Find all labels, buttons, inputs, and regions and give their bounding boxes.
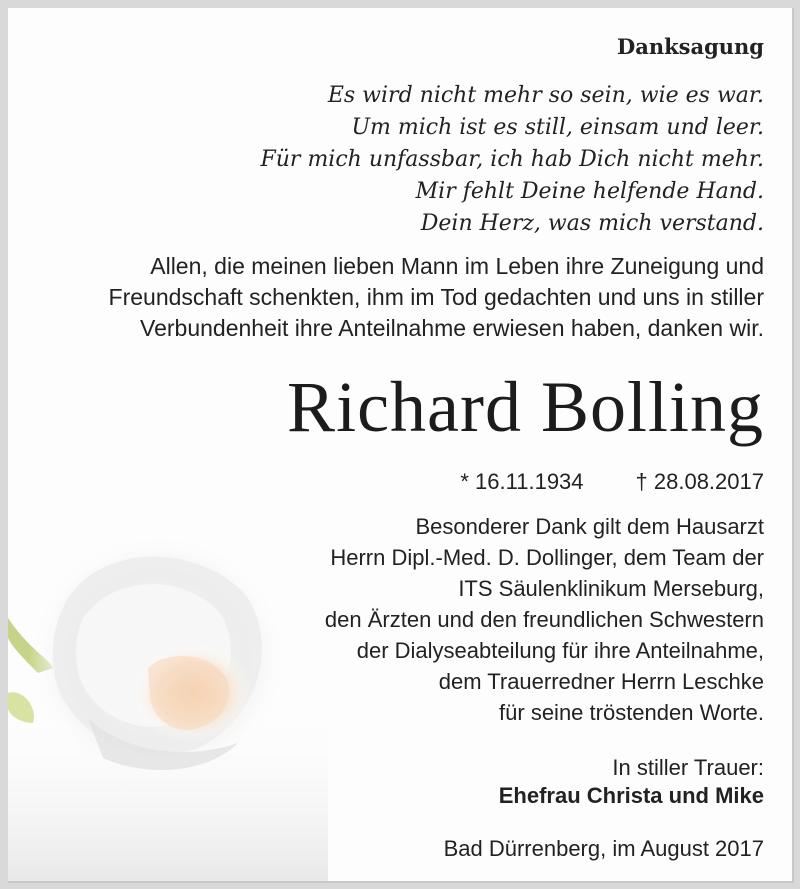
white-rose-image [8,508,328,881]
intro-line: Freundschaft schenkten, ihm im Tod gedachten und uns in stiller [108,284,764,310]
thanks-line: ITS Säulenklinikum Merseburg, [458,576,764,601]
place-date: Bad Dürrenberg, im August 2017 [443,836,764,861]
heading: Danksagung [617,34,764,59]
thanks-line: dem Trauerredner Herrn Leschke [438,669,764,694]
intro-text [24,251,764,344]
birth-date: * 16.11.1934 [460,469,584,494]
poem [261,80,765,240]
poem-line: Dein Herz, was mich verstand. [420,211,764,236]
mourning-label: In stiller Trauer: [612,755,764,780]
thanks-line: für seine tröstenden Worte. [499,700,764,725]
life-dates [460,469,764,495]
death-date: † 28.08.2017 [635,469,764,494]
obituary-card [8,8,794,883]
thanks-line: Besonderer Dank gilt dem Hausarzt [415,514,764,539]
thanks-line: Herrn Dipl.-Med. D. Dollinger, dem Team der [330,545,764,570]
deceased-name: Richard Bolling [287,367,764,447]
intro-line: Verbundenheit ihre Anteilnahme erwiesen haben, danken wir. [140,315,764,341]
poem-line: Es wird nicht mehr so sein, wie es war. [327,83,764,108]
special-thanks [325,511,764,728]
poem-line: Für mich unfassbar, ich hab Dich nicht mehr. [260,147,764,172]
poem-line: Mir fehlt Deine helfende Hand. [415,179,764,204]
thanks-line: den Ärzten und den freundlichen Schwestern [324,607,764,632]
intro-line: Allen, die meinen lieben Mann im Leben ihre Zuneigung und [150,253,764,279]
poem-line: Um mich ist es still, einsam und leer. [351,115,764,140]
thanks-line: der Dialyseabteilung für ihre Anteilnahme, [356,638,764,663]
family-signature: Ehefrau Christa und Mike [498,783,764,808]
